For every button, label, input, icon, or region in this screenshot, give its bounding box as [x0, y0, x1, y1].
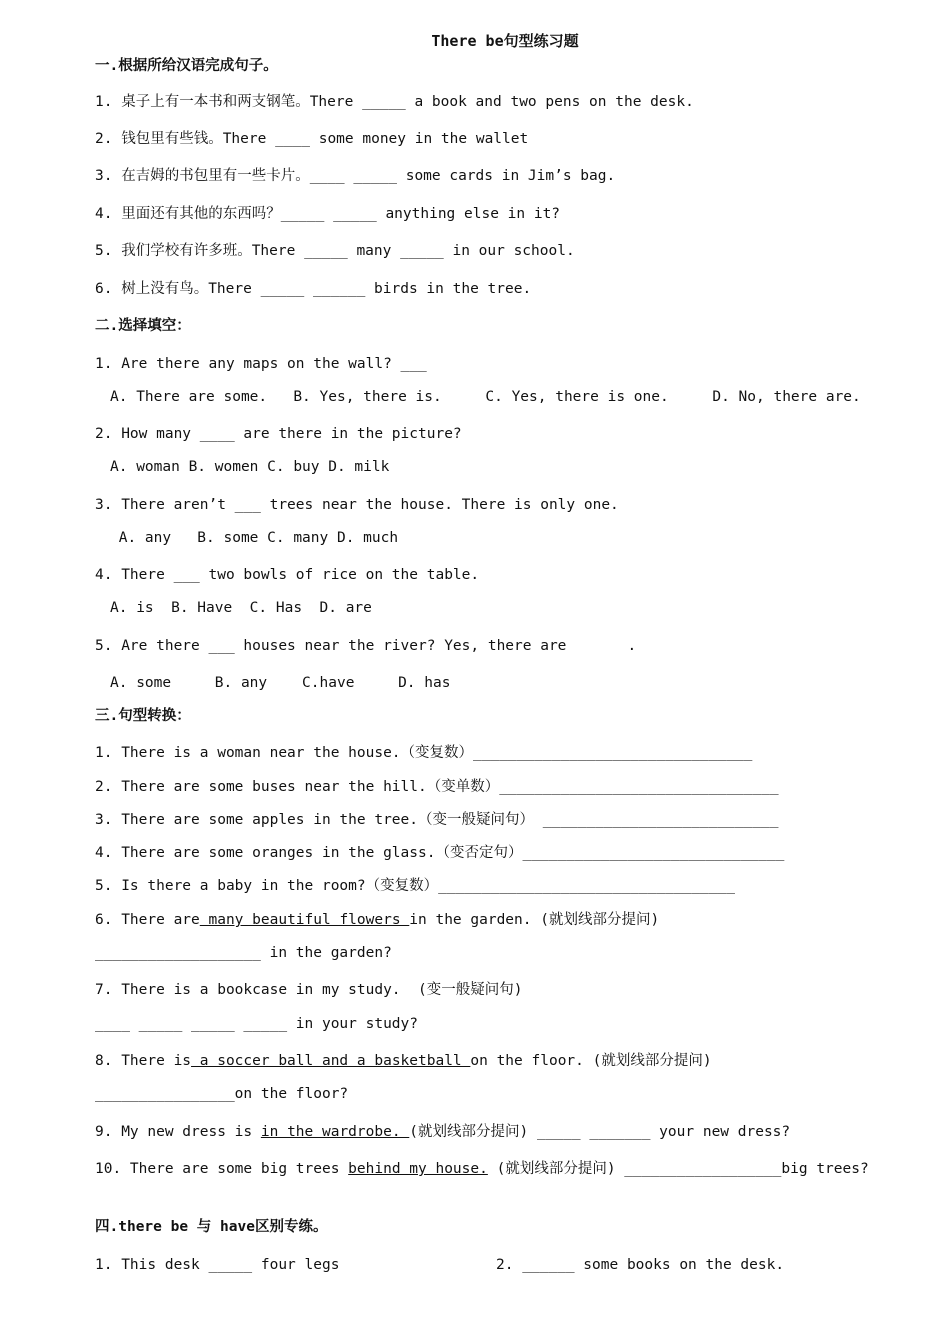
s3-item-5: 5. Is there a baby in the room?（变复数）__________________________________ [95, 878, 735, 894]
s3-item-6-underlined: many beautiful flowers [199, 912, 410, 928]
s3-item-8-answer: ________________on the floor? [95, 1086, 349, 1102]
s2-options-3: A. any B. some C. many D. much [110, 530, 399, 546]
s2-options-2: A. woman B. women C. buy D. milk [110, 459, 390, 475]
s2-options-4: A. is B. Have C. Has D. are [110, 600, 372, 616]
s1-item-1: 1. 桌子上有一本书和两支钢笔。There _____ a book and two pens on the desk. [95, 94, 694, 110]
s4-item-2: 2. ______ some books on the desk. [496, 1257, 785, 1273]
s2-question-4: 4. There ___ two bowls of rice on the table. [95, 567, 480, 583]
s2-question-5: 5. Are there ___ houses near the river? Yes, there are . [95, 638, 637, 654]
page-title: There be句型练习题 [431, 32, 579, 50]
s3-item-4: 4. There are some oranges in the glass.（变否定句）______________________________ [95, 845, 785, 861]
s3-item-9-suffix: (就划线部分提问) _____ _______ your new dress? [409, 1124, 791, 1140]
s1-item-6: 6. 树上没有鸟。There _____ ______ birds in the tree. [95, 281, 532, 297]
s3-item-10 [95, 1159, 869, 1179]
s3-item-9 [95, 1122, 790, 1142]
s3-item-10-suffix: (就划线部分提问) __________________big trees? [487, 1161, 869, 1177]
s3-item-8-underlined: a soccer ball and a basketball [191, 1053, 471, 1069]
s1-item-3: 3. 在吉姆的书包里有一些卡片。____ _____ some cards in Jim’s bag. [95, 168, 616, 184]
s3-item-9-underlined: in the wardrobe. [260, 1124, 410, 1140]
s3-item-6-prefix: 6. There are [95, 912, 200, 928]
section-4-heading: 四.there be 与 have区别专练。 [95, 1219, 328, 1235]
s3-item-7-answer: ____ _____ _____ _____ in your study? [95, 1016, 419, 1032]
s3-item-1: 1. There is a woman near the house.（变复数）________________________________ [95, 745, 753, 761]
s3-item-6-suffix: in the garden. (就划线部分提问) [409, 912, 660, 928]
s2-question-3: 3. There aren’t ___ trees near the house. There is only one. [95, 497, 619, 513]
s4-item-1: 1. This desk _____ four legs [95, 1257, 340, 1273]
s1-item-5: 5. 我们学校有许多班。There _____ many _____ in our school. [95, 243, 575, 259]
s3-item-9-prefix: 9. My new dress is [95, 1124, 261, 1140]
section-2-heading: 二.选择填空： [95, 318, 191, 334]
s3-item-8 [95, 1051, 712, 1071]
s1-item-4: 4. 里面还有其他的东西吗？_____ _____ anything else in it? [95, 206, 561, 222]
s3-item-10-prefix: 10. There are some big trees [95, 1161, 349, 1177]
s3-item-6-answer: ___________________ in the garden? [95, 945, 392, 961]
s2-question-1: 1. Are there any maps on the wall? ___ [95, 356, 427, 372]
s3-item-8-suffix: on the floor. (就划线部分提问) [470, 1053, 712, 1069]
section-1-heading: 一.根据所给汉语完成句子。 [95, 58, 278, 74]
s2-options-1: A. There are some. B. Yes, there is. C. Yes, there is one. D. No, there are. [110, 389, 861, 405]
s1-item-2: 2. 钱包里有些钱。There ____ some money in the wallet [95, 131, 529, 147]
s3-item-6 [95, 910, 659, 930]
s3-item-10-underlined: behind my house. [348, 1161, 488, 1177]
section-3-heading: 三.句型转换： [95, 708, 191, 724]
s3-item-2: 2. There are some buses near the hill.（变单数）________________________________ [95, 779, 779, 795]
s2-options-5: A. some B. any C.have D. has [110, 675, 451, 691]
s3-item-7: 7. There is a bookcase in my study. (变一般疑问句) [95, 982, 523, 998]
s3-item-3: 3. There are some apples in the tree.（变一般疑问句） ___________________________ [95, 812, 779, 828]
s2-question-2: 2. How many ____ are there in the picture? [95, 426, 462, 442]
s3-item-8-prefix: 8. There is [95, 1053, 192, 1069]
